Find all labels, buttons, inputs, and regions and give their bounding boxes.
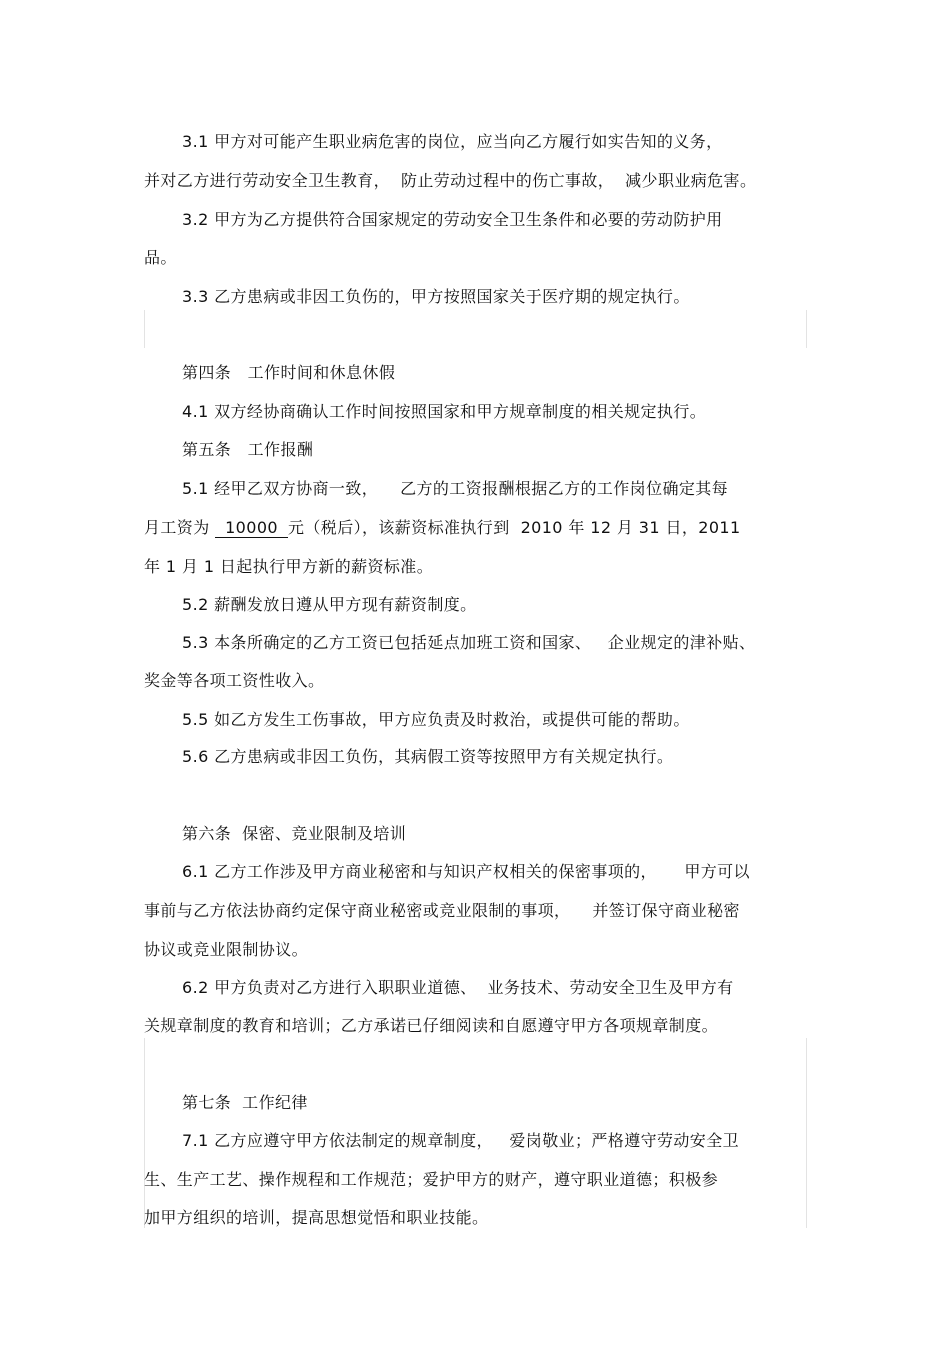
clause-6-2-line2: 关规章制度的教育和培训；乙方承诺已仔细阅读和自愿遵守甲方各项规章制度。 xyxy=(144,1016,719,1035)
clause-6-1-line1: 6.1 乙方工作涉及甲方商业秘密和与知识产权相关的保密事项的， 甲方可以 xyxy=(182,862,750,881)
margin-rule-left xyxy=(144,310,145,348)
clause-7-1-line2: 生、生产工艺、操作规程和工作规范；爱护甲方的财产，遵守职业道德；积极参 xyxy=(144,1170,719,1189)
clause-3-2-line2: 品。 xyxy=(144,248,177,267)
clause-4-1: 4.1 双方经协商确认工作时间按照国家和甲方规章制度的相关规定执行。 xyxy=(182,402,707,421)
clause-6-2-line1: 6.2 甲方负责对乙方进行入职职业道德、 业务技术、劳动安全卫生及甲方有 xyxy=(182,978,734,997)
article-6-heading: 第六条 保密、竞业限制及培训 xyxy=(182,824,407,843)
clause-5-1-line3: 年 1 月 1 日起执行甲方新的薪资标准。 xyxy=(144,557,434,576)
salary-prefix: 月工资为 xyxy=(144,518,216,537)
clause-5-5: 5.5 如乙方发生工伤事故，甲方应负责及时救治，或提供可能的帮助。 xyxy=(182,710,690,729)
clause-5-1-line2 xyxy=(144,518,741,538)
clause-5-6: 5.6 乙方患病或非因工负伤，其病假工资等按照甲方有关规定执行。 xyxy=(182,747,674,766)
margin-rule-left-2 xyxy=(144,1038,145,1228)
clause-3-3: 3.3 乙方患病或非因工负伤的，甲方按照国家关于医疗期的规定执行。 xyxy=(182,287,690,306)
article-7-heading: 第七条 工作纪律 xyxy=(182,1093,308,1112)
article-5-heading: 第五条 工作报酬 xyxy=(182,440,314,459)
article-4-heading: 第四条 工作时间和休息休假 xyxy=(182,363,396,382)
salary-suffix: 元（税后），该薪资标准执行到 2010 年 12 月 31 日，2011 xyxy=(288,518,741,537)
clause-7-1-line1: 7.1 乙方应遵守甲方依法制定的规章制度， 爱岗敬业；严格遵守劳动安全卫 xyxy=(182,1131,739,1150)
margin-rule-right-2 xyxy=(806,1038,807,1228)
clause-6-1-line2: 事前与乙方依法协商约定保守商业秘密或竞业限制的事项， 并签订保守商业秘密 xyxy=(144,901,740,920)
clause-5-1-line1: 5.1 经甲乙双方协商一致， 乙方的工资报酬根据乙方的工作岗位确定其每 xyxy=(182,479,729,498)
clause-6-1-line3: 协议或竞业限制协议。 xyxy=(144,940,309,959)
salary-amount: 10000 xyxy=(215,519,288,538)
clause-3-1-line1: 3.1 甲方对可能产生职业病危害的岗位，应当向乙方履行如实告知的义务， xyxy=(182,132,723,151)
clause-3-1-line2: 并对乙方进行劳动安全卫生教育， 防止劳动过程中的伤亡事故， 减少职业病危害。 xyxy=(144,171,757,190)
clause-3-2-line1: 3.2 甲方为乙方提供符合国家规定的劳动安全卫生条件和必要的劳动防护用 xyxy=(182,210,723,229)
margin-rule-right xyxy=(806,310,807,348)
clause-5-3-line2: 奖金等各项工资性收入。 xyxy=(144,671,325,690)
clause-5-2: 5.2 薪酬发放日遵从甲方现有薪资制度。 xyxy=(182,595,477,614)
clause-7-1-line3: 加甲方组织的培训，提高思想觉悟和职业技能。 xyxy=(144,1208,489,1227)
clause-5-3-line1: 5.3 本条所确定的乙方工资已包括延点加班工资和国家、 企业规定的津补贴、 xyxy=(182,633,756,652)
